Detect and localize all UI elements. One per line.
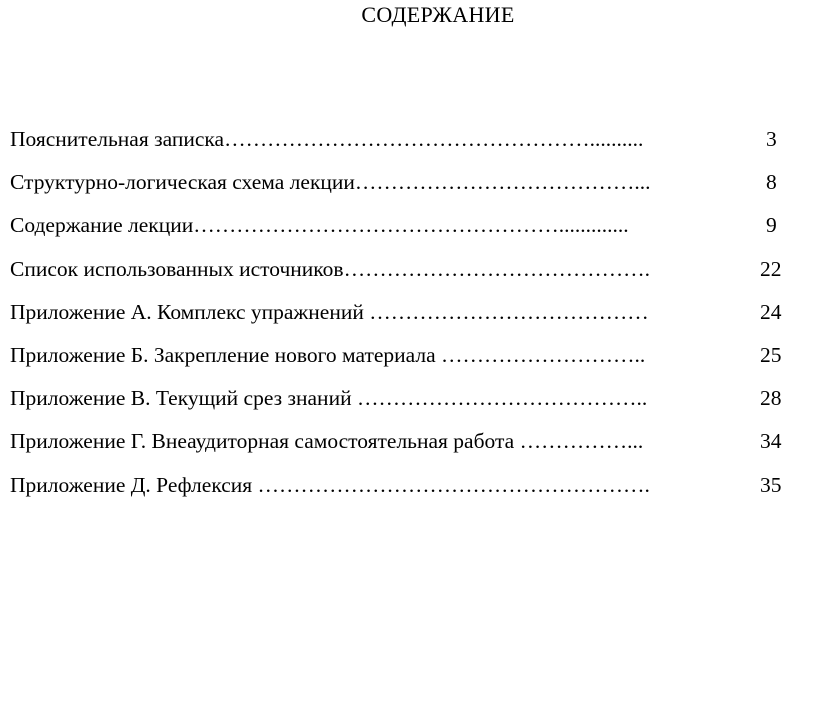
toc-entry-page: 22: [760, 256, 782, 281]
toc-entry-title: Приложение Б. Закрепление нового материала ………………………..: [10, 342, 646, 367]
toc-entry-title: Приложение А. Комплекс упражнений …………………………………: [10, 299, 649, 324]
toc-entry-page: 24: [760, 299, 782, 324]
toc-entry: [10, 297, 800, 340]
toc-entry-page: 9: [766, 213, 777, 238]
toc-entry: [10, 254, 800, 297]
toc-entry: [10, 426, 800, 469]
toc-entry: [10, 340, 800, 383]
toc-entry-title: Содержание лекции…………………………………………….............: [10, 213, 629, 238]
toc-entry-page: 35: [760, 472, 782, 497]
toc-entry: [10, 210, 800, 253]
toc-entry-title: Приложение Г. Внеаудиторная самостоятельная работа ……………...: [10, 429, 644, 454]
toc-entry-title: Пояснительная записка……………………………………………..........: [10, 127, 644, 151]
page-title: СОДЕРЖАНИЕ: [361, 2, 515, 27]
toc-entry-page: 25: [760, 342, 782, 367]
toc-entry-page: 28: [760, 386, 782, 411]
toc-entry: [10, 383, 800, 426]
toc-entry: [10, 167, 800, 210]
toc-entry-title: Список использованных источников…………………………………….: [10, 256, 650, 281]
toc-entry-title: Приложение Д. Рефлексия ……………………………………………….: [10, 472, 650, 497]
toc-entry-page: 34: [760, 429, 782, 454]
toc-entry-title: Приложение В. Текущий срез знаний …………………………………..: [10, 386, 648, 411]
toc-entry-page: 3: [766, 127, 777, 151]
table-of-contents: [10, 124, 800, 513]
toc-entry-title: Структурно-логическая схема лекции…………………………………...: [10, 170, 651, 195]
toc-entry: [10, 124, 800, 167]
toc-entry: [10, 470, 800, 513]
toc-entry-page: 8: [766, 170, 777, 195]
